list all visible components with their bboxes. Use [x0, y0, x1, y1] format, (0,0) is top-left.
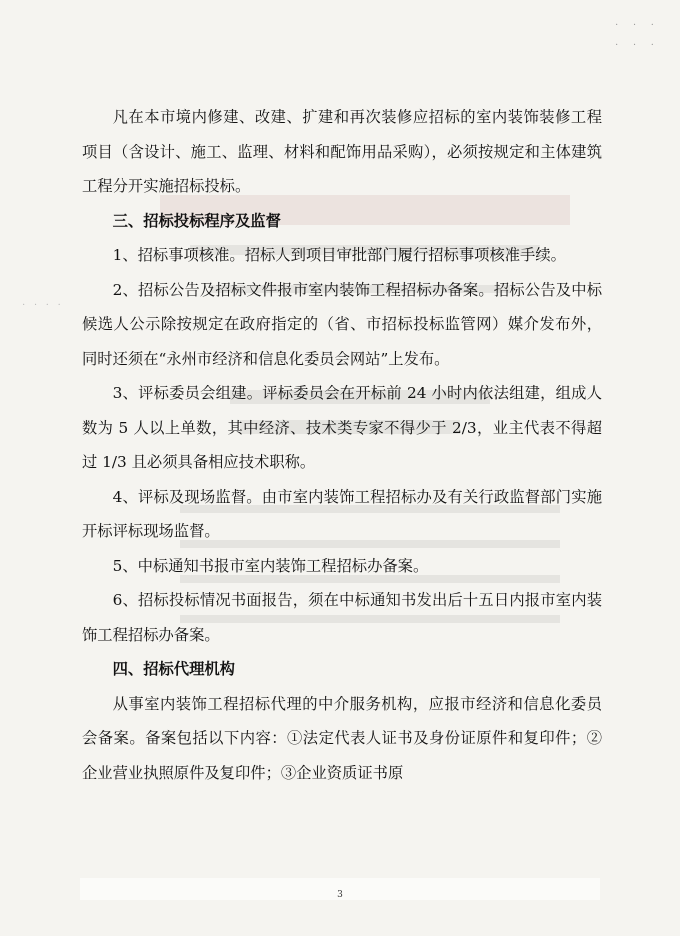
section-heading-4: 四、招标代理机构 [112, 660, 235, 678]
scan-marks-top: · · · [615, 20, 660, 31]
scan-marks-left: · · · · [22, 300, 64, 311]
scan-marks-top-2: · · · [615, 40, 660, 51]
paragraph-item-5: 5、中标通知书报市室内装饰工程招标办备案。 [112, 556, 429, 575]
paragraph-item-4: 4、评标及现场监督。由市室内装饰工程招标办及有关行政监督部门实施开标评标现场监督。 [82, 487, 602, 540]
paragraph-intro: 凡在本市境内修建、改建、扩建和再次装修应招标的室内装饰装修工程项目（含设计、施工、监理、材料和配饰用品采购），必须按规定和主体建筑工程分开实施招标投标。 [82, 108, 602, 195]
paragraph-item-6: 6、招标投标情况书面报告，须在中标通知书发出后十五日内报市室内装饰工程招标办备案。 [82, 591, 602, 644]
paragraph-agency: 从事室内装饰工程招标代理的中介服务机构，应报市经济和信息化委员会备案。备案包括以下内容：①法定代表人证书及身份证原件和复印件；②企业营业执照原件及复印件；③企业资质证书原 [82, 694, 602, 782]
paragraph-item-2: 2、招标公告及招标文件报市室内装饰工程招标办备案。招标公告及中标候选人公示除按规定在政府指定的（省、市招标投标监管网）媒介发布外，同时还须在“永州市经济和信息化委员会网站”上发布。 [82, 280, 602, 368]
paragraph-item-1: 1、招标事项核准。招标人到项目审批部门履行招标事项核准手续。 [112, 246, 566, 264]
section-heading-3: 三、招标投标程序及监督 [112, 211, 281, 230]
document-body [82, 100, 602, 790]
page-number: 3 [337, 890, 343, 900]
paragraph-item-3: 3、评标委员会组建。评标委员会在开标前 24 小时内依法组建，组成人数为 5 人以上单数，其中经济、技术类专家不得少于 2/3，业主代表不得超过 1/3 且必须具备相应技术职称。 [82, 384, 602, 471]
